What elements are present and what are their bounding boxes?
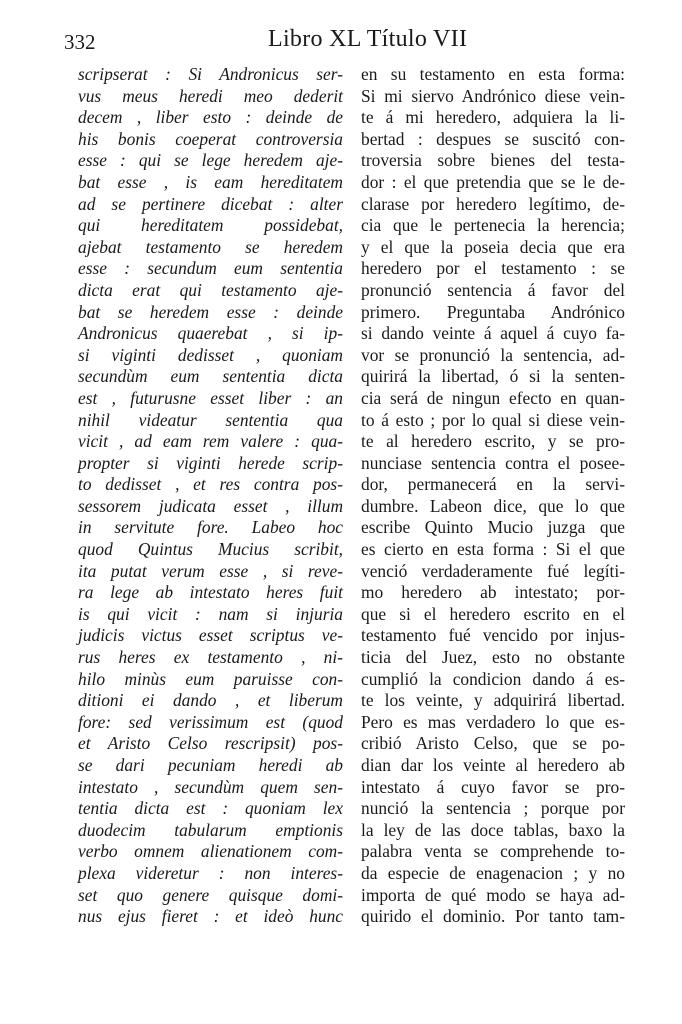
latin-line: bat se heredem esse : deinde — [78, 301, 343, 322]
latin-line: intestato , secundùm quem sen- — [78, 776, 343, 797]
running-title: Libro XL Título VII — [268, 26, 468, 52]
spanish-line: cia será de ningun efecto en quan- — [361, 387, 625, 408]
latin-line: is qui vicit : nam si injuria — [78, 603, 343, 624]
latin-line: et Aristo Celso rescripsit) pos- — [78, 733, 343, 754]
spanish-line: bertad : despues se suscitó con- — [361, 128, 625, 149]
latin-line: ad se pertinere dicebat : alter — [78, 193, 343, 214]
latin-line: si viginti dedisset , quoniam — [78, 344, 343, 365]
spanish-line: importa de qué modo se haya ad- — [361, 884, 625, 905]
latin-line: quod Quintus Mucius scribit, — [78, 539, 343, 560]
spanish-line: te al heredero escrito, y se pro- — [361, 431, 625, 452]
latin-line: to dedisset , et res contra pos- — [78, 474, 343, 495]
spanish-line: quirirá la libertad, ó si la senten- — [361, 366, 625, 387]
latin-line: esse : qui se lege heredem aje- — [78, 150, 343, 171]
latin-line: decem , liber esto : deinde de — [78, 107, 343, 128]
latin-text-column — [78, 64, 343, 928]
spanish-line: dian dar los veinte al heredero ab — [361, 755, 625, 775]
latin-line: sessorem judicata esset , illum — [78, 495, 343, 516]
spanish-line: troversia sobre bienes del testa- — [361, 150, 625, 171]
spanish-line: Si mi siervo Andrónico diese vein- — [361, 85, 625, 106]
latin-line: se dari pecuniam heredi ab — [78, 755, 343, 775]
latin-line: nus ejus fieret : et ideò hunc — [78, 906, 343, 927]
latin-line: judicis victus esset scriptus ve- — [78, 625, 343, 646]
latin-line: propter si viginti herede scrip- — [78, 452, 343, 473]
latin-line: his bonis coeperat controversia — [78, 128, 343, 149]
page-header — [64, 26, 624, 60]
spanish-line: ticia del Juez, esto no obstante — [361, 647, 625, 668]
spanish-line: clarase por heredero legítimo, de- — [361, 193, 625, 214]
spanish-line: si dando veinte á aquel á cuyo fa- — [361, 323, 625, 344]
latin-line: scripserat : Si Andronicus ser- — [78, 64, 343, 84]
latin-line: esse : secundum eum sententia — [78, 258, 343, 279]
spanish-line: heredero por el testamento : se — [361, 258, 625, 279]
spanish-line: que si el heredero escrito en el — [361, 603, 625, 624]
spanish-line: primero. Preguntaba Andrónico — [361, 301, 625, 322]
spanish-line: nunció la sentencia ; porque por — [361, 798, 625, 819]
latin-line: tentia dicta est : quoniam lex — [78, 798, 343, 819]
spanish-line: vor se pronunció la sentencia, ad- — [361, 344, 625, 365]
latin-line: ditioni ei dando , et liberum — [78, 690, 343, 711]
spanish-line: y el que la poseia decia que era — [361, 236, 625, 257]
spanish-line: escribe Quinto Mucio juzga que — [361, 517, 625, 538]
spanish-line: cribió Aristo Celso, que se po- — [361, 733, 625, 754]
spanish-line: dumbre. Labeon dice, que lo que — [361, 495, 625, 516]
spanish-line: dor : el que pretendia que se le de- — [361, 171, 625, 192]
latin-line: secundùm eum sententia dicta — [78, 366, 343, 387]
latin-line: fore: sed verissimum est (quod — [78, 711, 343, 732]
latin-line: verbo omnem alienationem com- — [78, 841, 343, 862]
spanish-line: testamento fué vencido por injus- — [361, 625, 625, 646]
latin-line: vicit , ad eam rem valere : qua- — [78, 431, 343, 452]
latin-line: nihil videatur sententia qua — [78, 409, 343, 430]
spanish-line: to á esto ; por lo qual si diese vein- — [361, 409, 625, 430]
spanish-line: es cierto en esta forma : Si el que — [361, 539, 625, 560]
spanish-line: quirido el dominio. Por tanto tam- — [361, 906, 625, 927]
latin-line: dicta erat qui testamento aje- — [78, 279, 343, 300]
latin-line: duodecim tabularum emptionis — [78, 819, 343, 840]
page-number: 332 — [64, 30, 96, 54]
latin-line: rus heres ex testamento , ni- — [78, 647, 343, 668]
spanish-line: cumplió la condicion dando á es- — [361, 668, 625, 689]
latin-line: vus meus heredi meo dederit — [78, 85, 343, 106]
latin-line: est , futurusne esset liber : an — [78, 387, 343, 408]
spanish-line: da especie de enagenacion ; y no — [361, 862, 625, 883]
latin-line: ra lege ab intestato heres fuit — [78, 582, 343, 603]
latin-line: plexa videretur : non interes- — [78, 862, 343, 883]
spanish-text-column — [361, 64, 625, 928]
latin-line: ajebat testamento se heredem — [78, 236, 343, 257]
spanish-line: mo heredero ab intestato; por- — [361, 582, 625, 603]
spanish-line: dor, permanecerá en la servi- — [361, 474, 625, 495]
spanish-line: pronunció sentencia á favor del — [361, 279, 625, 300]
spanish-line: nunciase sentencia contra el posee- — [361, 452, 625, 473]
latin-line: set quo genere quisque domi- — [78, 884, 343, 905]
spanish-line: te á mi heredero, adquiera la li- — [361, 107, 625, 128]
spanish-line: te los veinte, y adquirirá libertad. — [361, 690, 625, 711]
spanish-line: cia que le pertenecia la herencia; — [361, 215, 625, 236]
latin-line: bat esse , is eam hereditatem — [78, 171, 343, 192]
spanish-line: la ley de las doce tablas, baxo la — [361, 819, 625, 840]
spanish-line: venció verdaderamente fué legíti- — [361, 560, 625, 581]
spanish-line: intestato á cuyo favor se pro- — [361, 776, 625, 797]
latin-line: qui hereditatem possidebat, — [78, 215, 343, 236]
spanish-line: en su testamento en esta forma: — [361, 64, 625, 84]
latin-line: Andronicus quaerebat , si ip- — [78, 323, 343, 344]
spanish-line: Pero es mas verdadero lo que es- — [361, 711, 625, 732]
latin-line: ita putat verum esse , si reve- — [78, 560, 343, 581]
latin-line: hilo minùs eum paruisse con- — [78, 668, 343, 689]
spanish-line: palabra venta se comprehende to- — [361, 841, 625, 862]
latin-line: in servitute fore. Labeo hoc — [78, 517, 343, 538]
